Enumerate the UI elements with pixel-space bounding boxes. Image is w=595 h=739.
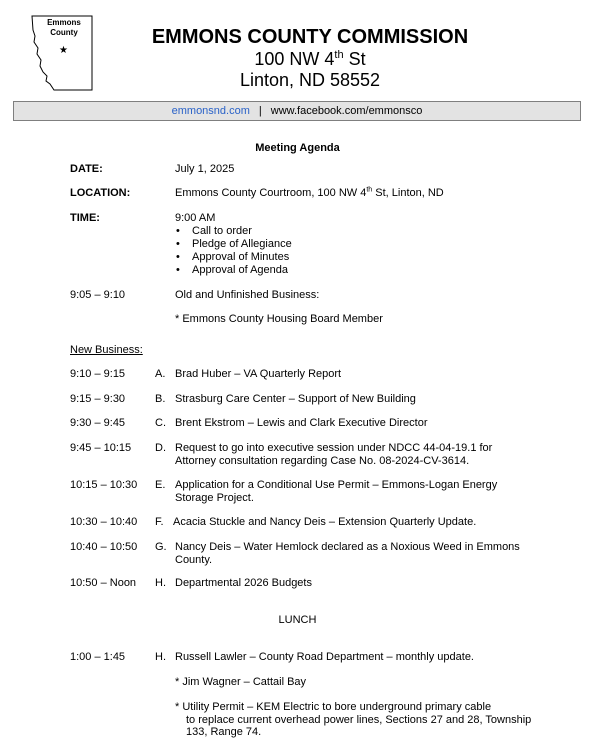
item-text-continued: Storage Project.: [175, 492, 254, 504]
item-letter: B.: [155, 393, 166, 405]
commission-title: EMMONS COUNTY COMMISSION: [151, 26, 469, 48]
item-text: Brad Huber – VA Quarterly Report: [175, 368, 342, 380]
address-city: Linton, ND 58552: [239, 70, 381, 90]
item-time: 9:10 – 9:15: [70, 368, 126, 380]
item-time: 10:15 – 10:30: [70, 479, 138, 491]
item-text: Request to go into executive session under NDCC 44-04-19.1 for: [175, 442, 493, 454]
bullet-icon: •: [176, 238, 180, 250]
item-letter: A.: [155, 368, 166, 380]
sub-item-utility-permit-line3: 133, Range 74.: [186, 726, 262, 738]
item-text: Acacia Stuckle and Nancy Deis – Extension Quarterly Update.: [173, 516, 477, 528]
list-item: Call to order: [192, 225, 252, 237]
item-time: 1:00 – 1:45: [70, 651, 126, 663]
date-value: July 1, 2025: [175, 163, 235, 175]
bullet-icon: •: [176, 225, 180, 237]
location-value: Emmons County Courtroom, 100 NW 4th St, Linton, ND: [175, 186, 444, 199]
logo-county-name: Emmons: [47, 18, 81, 27]
item-time: 9:15 – 9:30: [70, 393, 126, 405]
item-letter: G.: [155, 541, 167, 553]
old-business-item: * Emmons County Housing Board Member: [175, 313, 383, 325]
item-text: Russell Lawler – County Road Department – monthly update.: [175, 651, 474, 663]
item-text: Departmental 2026 Budgets: [175, 577, 312, 589]
links-bar: [13, 101, 581, 121]
list-item: Approval of Minutes: [192, 251, 290, 263]
item-time: 10:30 – 10:40: [70, 516, 138, 528]
star-icon: ★: [59, 45, 68, 56]
old-business-label: Old and Unfinished Business:: [175, 289, 320, 301]
item-time: 10:50 – Noon: [70, 577, 137, 589]
sub-item-utility-permit: * Utility Permit – KEM Electric to bore underground primary cable: [175, 701, 492, 713]
item-time: 10:40 – 10:50: [70, 541, 138, 553]
facebook-link[interactable]: www.facebook.com/emmonsco: [270, 105, 423, 117]
address-street: 100 NW 4th St: [254, 49, 366, 69]
item-text-continued: Attorney consultation regarding Case No. 08-2024-CV-3614.: [175, 455, 470, 467]
list-item: Pledge of Allegiance: [192, 238, 292, 250]
date-label: DATE:: [70, 163, 103, 175]
item-text: Brent Ekstrom – Lewis and Clark Executive Director: [175, 417, 428, 429]
time-value: 9:00 AM: [175, 212, 216, 224]
list-item: Approval of Agenda: [192, 264, 289, 276]
item-time: 9:30 – 9:45: [70, 417, 126, 429]
item-letter: H.: [155, 577, 166, 589]
sub-item-jim-wagner: * Jim Wagner – Cattail Bay: [175, 676, 307, 688]
old-business-time: 9:05 – 9:10: [70, 289, 126, 301]
item-text: Strasburg Care Center – Support of New Building: [175, 393, 416, 405]
agenda-title: Meeting Agenda: [255, 142, 340, 154]
item-letter: D.: [155, 442, 166, 454]
link-separator: |: [258, 105, 262, 117]
bullet-icon: •: [176, 251, 180, 263]
item-letter: H.: [155, 651, 166, 663]
sub-item-utility-permit-line2: to replace current overhead power lines, Sections 27 and 28, Township: [186, 714, 532, 726]
item-text: Nancy Deis – Water Hemlock declared as a Noxious Weed in Emmons: [175, 541, 520, 553]
item-letter: E.: [155, 479, 166, 491]
bullet-icon: •: [176, 264, 180, 276]
item-letter: C.: [155, 417, 166, 429]
location-label: LOCATION:: [70, 187, 131, 199]
item-text: Application for a Conditional Use Permit – Emmons-Logan Energy: [175, 479, 498, 491]
website-link[interactable]: emmonsnd.com: [171, 105, 250, 117]
time-label: TIME:: [70, 212, 100, 224]
item-time: 9:45 – 10:15: [70, 442, 132, 454]
lunch-break: LUNCH: [278, 614, 317, 626]
logo-county-word: County: [50, 28, 78, 37]
county-logo: [30, 14, 98, 94]
item-text-continued: County.: [175, 554, 213, 566]
item-letter: F.: [155, 516, 164, 528]
new-business-heading: New Business:: [70, 344, 143, 356]
